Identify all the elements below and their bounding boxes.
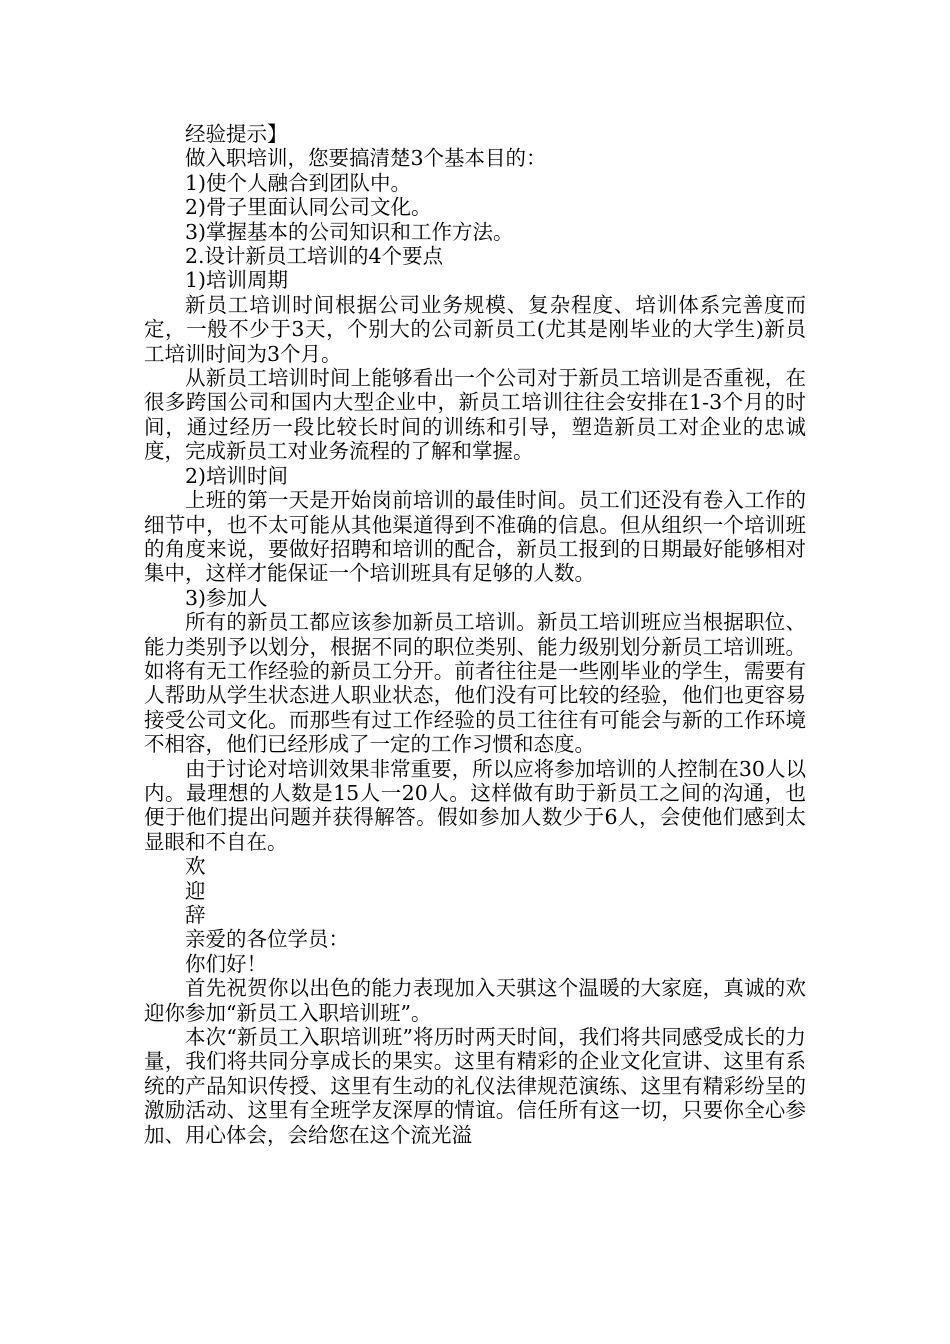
greeting: 你们好！ xyxy=(185,951,267,976)
subheading-training-period: 1)培训周期 xyxy=(185,268,289,293)
paragraph-class-size: 由于讨论对培训效果非常重要，所以应将参加培训的人控制在30人以内。最理想的人数是15人一20人。这样做有助于新员工之间的沟通，也便于他们提出问题并获得解答。假如参加人数少于6人，会使他们感到太显眼和不自在。 xyxy=(144,756,806,854)
paragraph-training-period: 新员工培训时间根据公司业务规模、复杂程度、培训体系完善度而定，一般不少于3天，个别大的公司新员工(尤其是刚毕业的大学生)新员工培训时间为3个月。 xyxy=(144,292,806,366)
list-item-goal-3: 3)掌握基本的公司知识和工作方法。 xyxy=(185,219,514,244)
paragraph-goals-intro: 做入职培训，您要搞清楚3个基本目的： xyxy=(185,146,547,171)
paragraph-participants: 所有的新员工都应该参加新员工培训。新员工培训班应当根据职位、能力类别予以划分，根据不同的职位类别、能力级别划分新员工培训班。如将有无工作经验的新员工分开。前者往往是一些刚毕业的学生，需要有人帮助从学生状态进人职业状态，他们没有可比较的经验，他们也更容易接受公司文化。而那些有过工作经验的员工往往有可能会与新的工作环境不相容，他们已经形成了一定的工作习惯和态度。 xyxy=(144,610,806,757)
tip-heading: 经验提示】 xyxy=(185,122,288,146)
paragraph-training-emphasis: 从新员工培训时间上能够看出一个公司对于新员工培训是否重视，在很多跨国公司和国内大型企业中，新员工培训往往会安排在1-3个月的时间，通过经历一段比较长时间的训练和引导，塑造新员工对企业的忠诚度，完成新员工对业务流程的了解和掌握。 xyxy=(144,366,806,464)
document-body xyxy=(144,122,806,1147)
paragraph-training-time: 上班的第一天是开始岗前培训的最佳时间。员工们还没有卷入工作的细节中，也不太可能从其他渠道得到不准确的信息。但从组织一个培训班的角度来说，要做好招聘和培训的配合，新员工报到的日期最好能够相对集中，这样才能保证一个培训班具有足够的人数。 xyxy=(144,488,806,586)
subheading-training-time: 2)培训时间 xyxy=(185,463,289,488)
paragraph-program-overview: 本次“新员工入职培训班”将历时两天时间，我们将共同感受成长的力量，我们将共同分享成长的果实。这里有精彩的企业文化宣讲、这里有系统的产品知识传授、这里有生动的礼仪法律规范演练、这里有精彩纷呈的激励活动、这里有全班学友深厚的情谊。信任所有这一切，只要你全心参加、用心体会，会给您在这个流光溢 xyxy=(144,1025,806,1147)
list-item-goal-1: 1)使个人融合到团队中。 xyxy=(185,170,412,195)
section-heading-key-points: 2.设计新员工培训的4个要点 xyxy=(185,244,444,269)
welcome-title-char-1: 欢 xyxy=(185,854,206,879)
list-item-goal-2: 2)骨子里面认同公司文化。 xyxy=(185,195,432,220)
paragraph-congratulations: 首先祝贺你以出色的能力表现加入天骐这个温暖的大家庭，真诚的欢迎你参加“新员工入职培训班”。 xyxy=(144,976,806,1025)
welcome-title-char-3: 辞 xyxy=(185,903,206,927)
subheading-participants: 3)参加人 xyxy=(185,585,268,610)
welcome-title-char-2: 迎 xyxy=(185,878,206,903)
salutation: 亲爱的各位学员： xyxy=(185,927,349,952)
